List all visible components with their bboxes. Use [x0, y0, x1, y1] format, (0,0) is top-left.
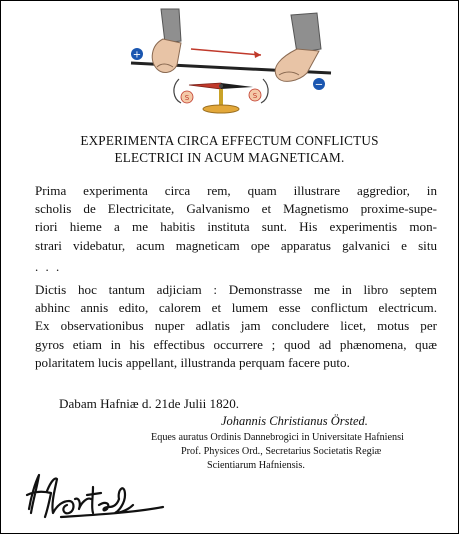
negative-terminal-icon — [313, 78, 325, 91]
positive-terminal-icon — [131, 48, 143, 61]
left-hand-icon — [152, 9, 181, 72]
affiliation-line-3: Scientiarum Hafniensis. — [207, 460, 305, 471]
paragraph-2-line: abhinc annis edito, calorem et lumem esse conflictum electricum. — [35, 300, 437, 316]
paragraph-2-line: Dictis hoc tantum adjiciam : Demonstrasse me in libro septem — [35, 282, 437, 297]
paragraph-2-line: Ex observationibus nuper adlatis jam concludere licet, motus per — [35, 318, 437, 334]
paragraph-2 — [35, 281, 437, 372]
title-line-1: EXPERIMENTA CIRCA EFFECTUM CONFLICTUS — [80, 133, 379, 148]
paragraph-1-line: riori hieme a me habitis instituta sunt. His experimentis mon- — [35, 219, 437, 235]
svg-text:S: S — [184, 94, 190, 102]
current-arrow-icon — [191, 49, 261, 58]
affiliation-line-1: Eques auratus Ordinis Dannebrogici in Universitate Hafniensi — [151, 432, 404, 443]
svg-text:−: − — [314, 79, 324, 91]
paragraph-2-line: gyros etiam in his effectibus occurrere ; quod ad phænomena, quæ — [35, 336, 437, 352]
svg-text:S: S — [252, 92, 258, 100]
handwritten-signature — [21, 469, 171, 524]
paragraph-1-line: strari videbatur, acum magneticam ope apparatus galvanici e situ — [35, 237, 437, 253]
paragraph-2-line: polaritatem lucis appellant, illustranda perquam facere puto. — [35, 354, 350, 370]
affiliation-line-2: Prof. Physices Ord., Secretarius Societatis Regiæ — [181, 446, 382, 457]
oersted-experiment-illustration — [121, 5, 341, 123]
paragraph-1 — [35, 182, 437, 255]
title-line-2: ELECTRICI IN ACUM MAGNETICAM. — [114, 150, 345, 165]
svg-text:+: + — [132, 49, 142, 61]
author-name: Johannis Christianus Örsted. — [221, 414, 368, 428]
date-line: Dabam Hafniæ d. 21de Julii 1820. — [59, 396, 240, 411]
ellipsis: . . . — [35, 259, 62, 274]
paragraph-1-line: Prima experimenta circa rem, quam illustrare aggredior, in — [35, 183, 437, 198]
magnetic-needle-icon — [189, 83, 253, 113]
paragraph-1-line: scholis de Electricitate, Galvanismo et Magnetismo proxime-supe- — [35, 201, 437, 217]
